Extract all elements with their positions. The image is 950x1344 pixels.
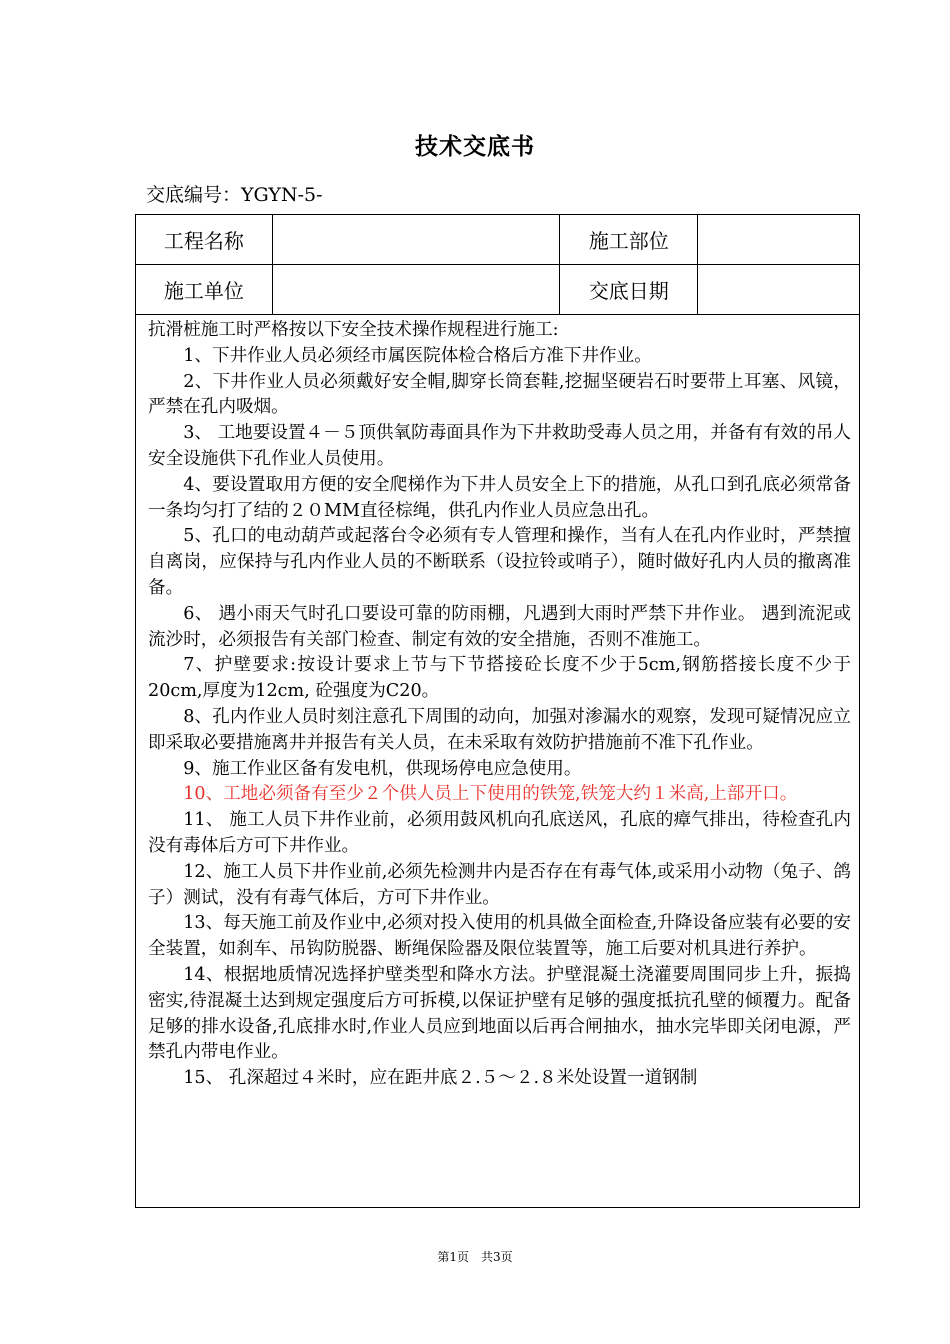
content-item-13: 13、每天施工前及作业中,必须对投入使用的机具做全面检查,升降设备应装有必要的安全装置，如刹车、吊钩防脱器、断绳保险器及限位装置等，施工后要对机具进行养护。 (148, 913, 851, 960)
date-label: 交底日期 (560, 265, 698, 315)
content-item-12: 12、施工人员下井作业前,必须先检测井内是否存在有毒气体,或采用小动物（兔子、鸽子）测试，没有有毒气体后，方可下井作业。 (148, 861, 851, 908)
document-title: 技术交底书 (415, 133, 535, 160)
content-item-6: 6、 遇小雨天气时孔口要设可靠的防雨棚，凡遇到大雨时严禁下井作业。 遇到流泥或流沙时，必须报告有关部门检查、制定有效的安全措施，否则不准施工。 (148, 603, 851, 650)
content-item-2: 2、下井作业人员必须戴好安全帽,脚穿长筒套鞋,挖掘坚硬岩石时要带上耳塞、风镜，严禁在孔内吸烟。 (148, 371, 851, 418)
content-item-3: 3、 工地要设置４－５顶供氧防毒面具作为下井救助受毒人员之用，并备有有效的吊人安全设施供下孔作业人员使用。 (148, 423, 851, 469)
content-intro: 抗滑桩施工时严格按以下安全技术操作规程进行施工: (148, 320, 559, 340)
unit-value (272, 265, 560, 315)
content-item-9: 9、施工作业区备有发电机，供现场停电应急使用。 (183, 758, 582, 779)
content-item-11: 11、 施工人员下井作业前，必须用鼓风机向孔底送风，孔底的瘴气排出，待检查孔内没有毒体后方可下井作业。 (148, 810, 851, 856)
unit-label: 施工单位 (136, 265, 273, 315)
info-table (135, 214, 860, 315)
project-name-label: 工程名称 (136, 215, 273, 265)
page-number: 第1页 (437, 1250, 469, 1264)
disclosure-code-label: 交底编号： (146, 184, 242, 206)
disclosure-code-value: YGYN-5- (241, 184, 323, 206)
info-row-unit (136, 265, 860, 315)
content-item-5: 5、孔口的电动葫芦或起落台令必须有专人管理和操作，当有人在孔内作业时，严禁擅自离岗，应保持与孔内作业人员的不断联系（设拉铃或哨子），随时做好孔内人员的撤离准备。 (148, 526, 851, 598)
content-item-7: 7、护壁要求:按设计要求上节与下节搭接砼长度不少于5cm,钢筋搭接长度不少于20cm,厚度为12cm, 砼强度为C20。 (148, 655, 851, 702)
content-item-4: 4、要设置取用方便的安全爬梯作为下井人员安全上下的措施，从孔口到孔底必须常备一条均匀打了结的２０MM直径棕绳，供孔内作业人员应急出孔。 (148, 474, 851, 521)
location-label: 施工部位 (560, 215, 698, 265)
disclosure-code (146, 180, 323, 207)
date-value (698, 265, 860, 315)
page-footer (0, 1248, 950, 1265)
page-total: 共3页 (481, 1250, 513, 1264)
content-item-14: 14、根据地质情况选择护壁类型和降水方法。护壁混凝土浇灌要周围同步上升，振捣密实,待混凝土达到规定强度后方可拆模,以保证护壁有足够的强度抵抗孔壁的倾覆力。配备足够的排水设备,孔底排水时,作业人员应到地面以后再合闸抽水，抽水完毕即关闭电源，严禁孔内带电作业。 (148, 964, 851, 1063)
project-name-value (272, 215, 560, 265)
content-item-10-highlight: 10、工地必须备有至少２个供人员上下使用的铁笼,铁笼大约１米高,上部开口。 (183, 784, 798, 805)
content-box (135, 314, 860, 1208)
info-row-project (136, 215, 860, 265)
content-body (136, 314, 859, 1092)
content-item-1: 1、下井作业人员必须经市属医院体检合格后方准下井作业。 (183, 345, 652, 366)
content-item-8: 8、孔内作业人员时刻注意孔下周围的动向，加强对渗漏水的观察，发现可疑情况应立即采取必要措施离井并报告有关人员，在未采取有效防护措施前不准下孔作业。 (148, 706, 851, 753)
content-item-15: 15、 孔深超过４米时，应在距井底２.５～２.８米处设置一道钢制 (183, 1068, 698, 1089)
location-value (698, 215, 860, 265)
